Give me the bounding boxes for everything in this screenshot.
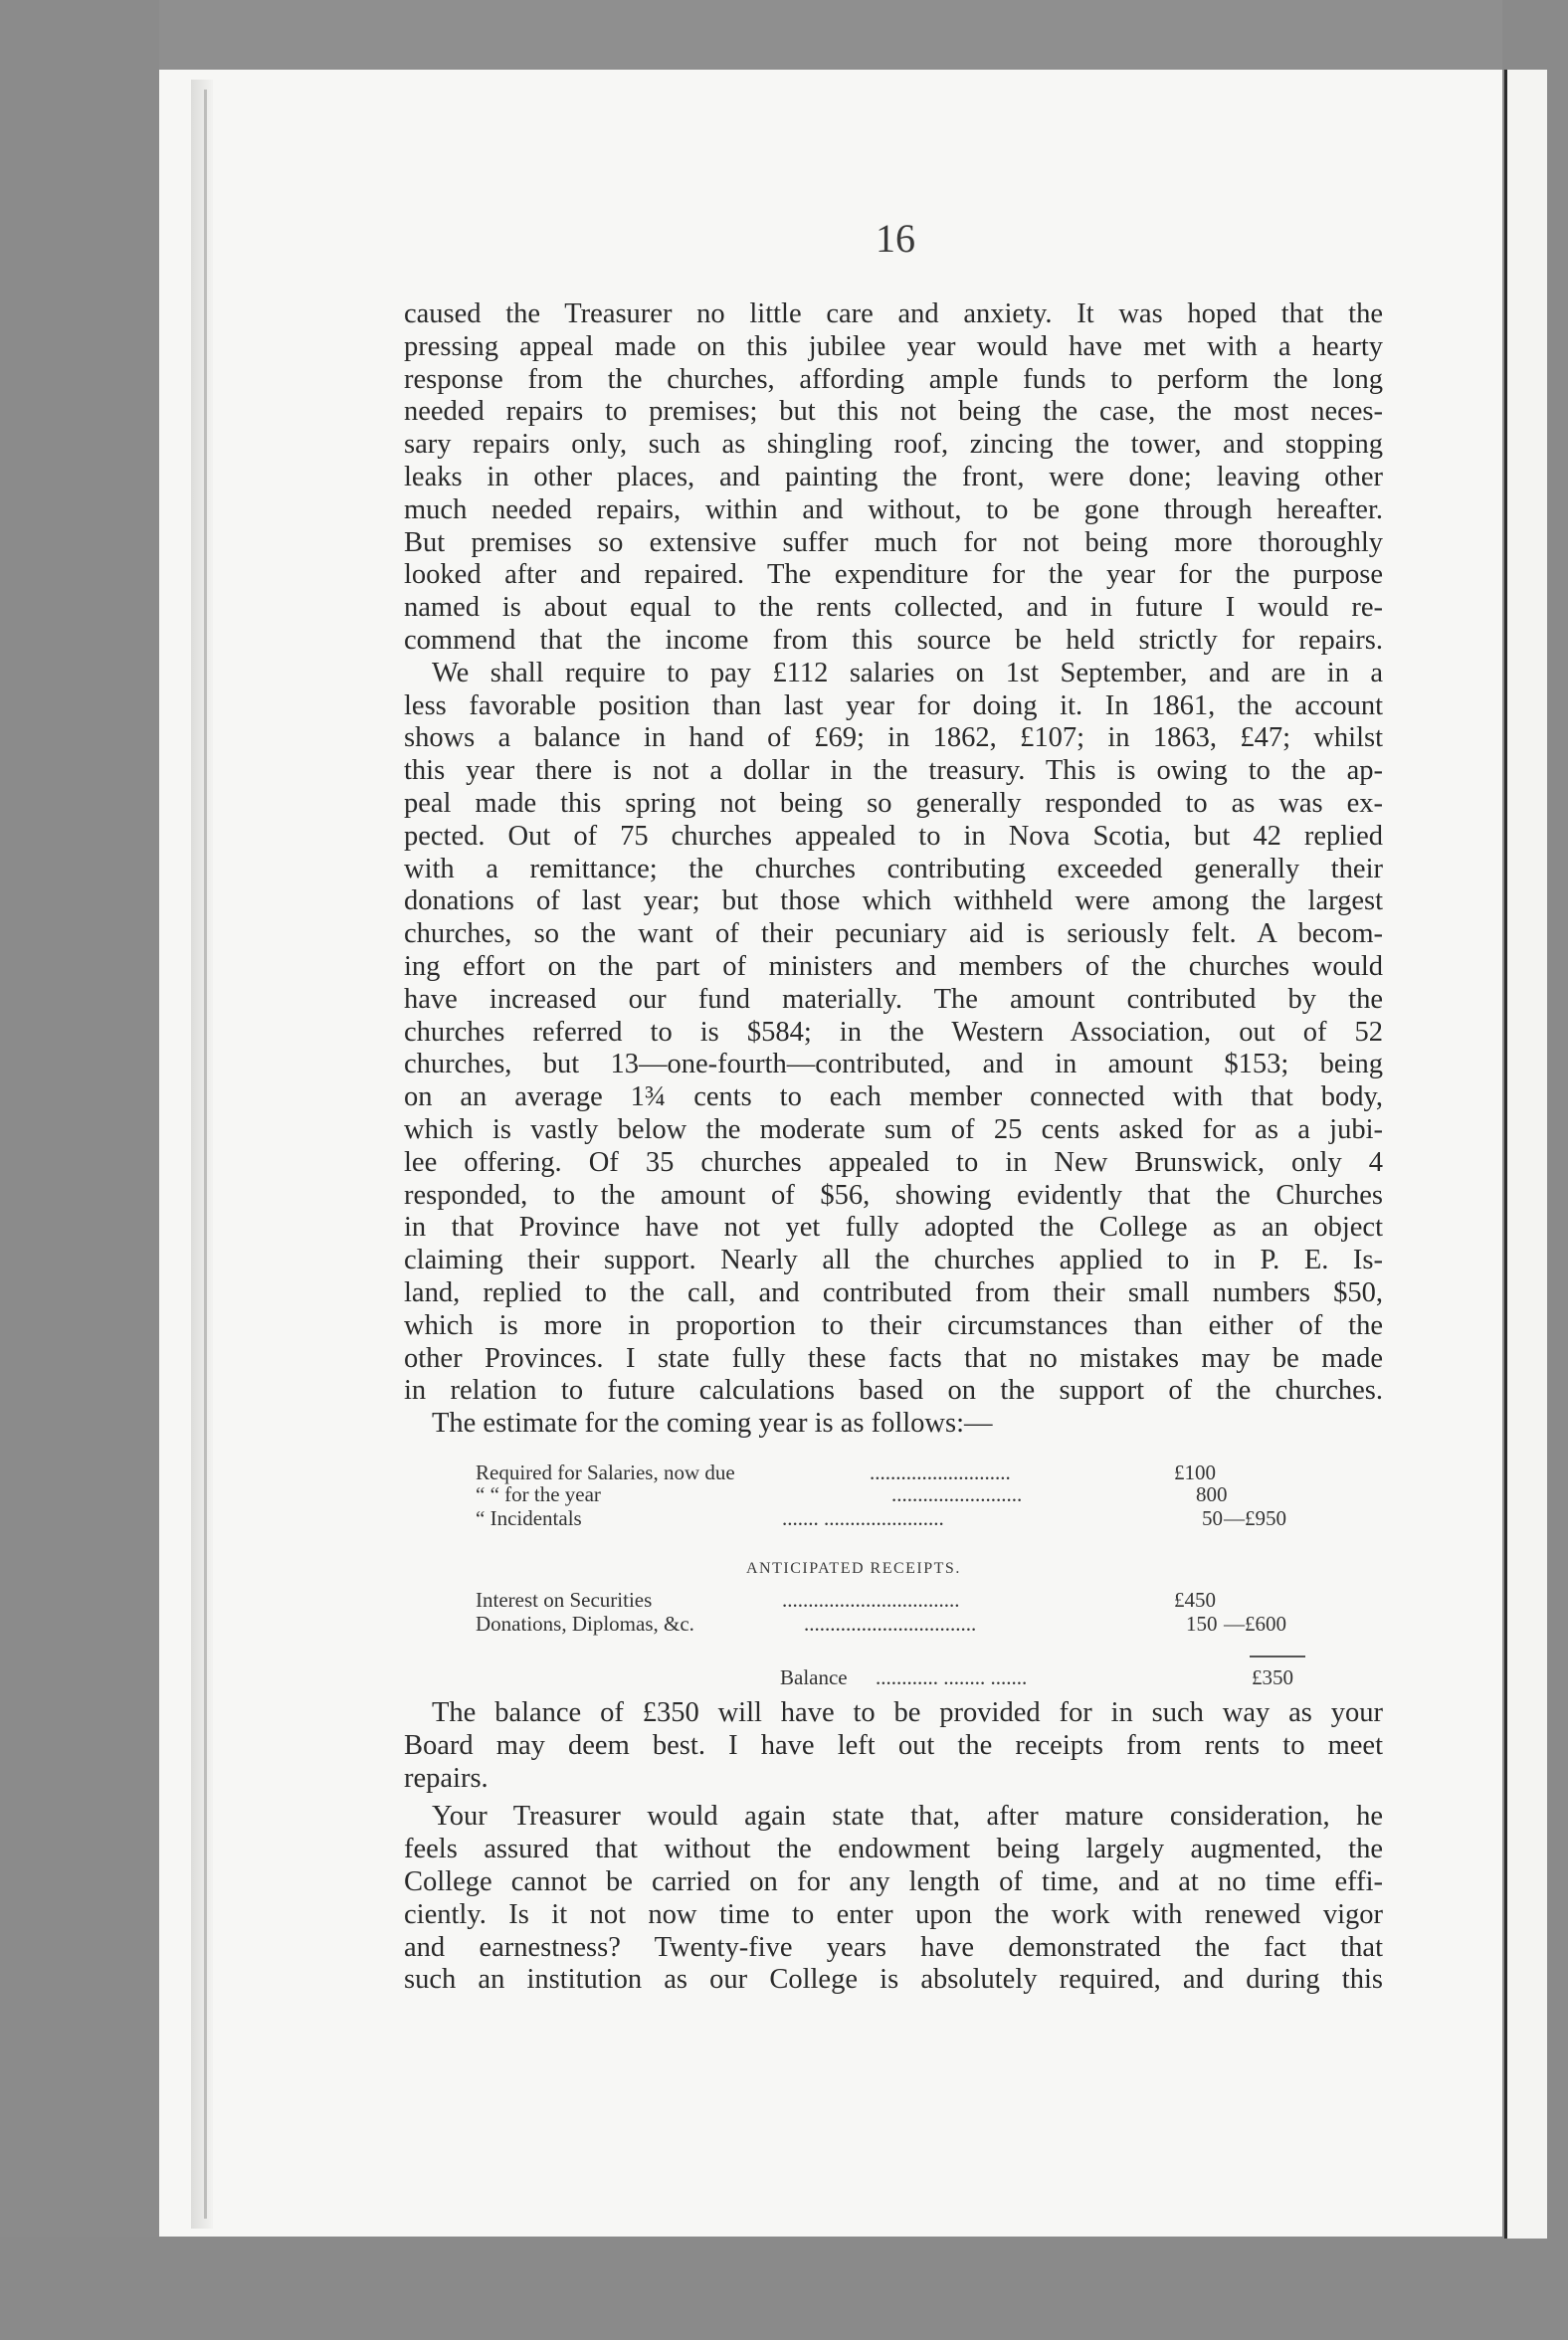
text-line: We shall require to pay £112 salaries on 1st September, and are in a <box>432 657 1383 688</box>
paragraph-repairs <box>404 298 1383 658</box>
text-line: Your Treasurer would again state that, after mature consideration, he <box>432 1801 1383 1833</box>
balance-total: £350 <box>1252 1665 1293 1689</box>
text-line: feels assured that without the endowment being largely augmented, the <box>404 1834 1383 1865</box>
text-line: ing effort on the part of ministers and members of the churches would <box>404 950 1383 982</box>
estimate-amount: 800 <box>1196 1482 1228 1506</box>
text-line: ciently. Is it not now time to enter upon the work with renewed vigor <box>404 1898 1383 1930</box>
estimate-row <box>476 1461 1331 1484</box>
text-line: churches referred to is $584; in the Western Association, out of 52 <box>404 1016 1383 1048</box>
balance-leader-dots: ............ ........ ....... <box>876 1665 1028 1689</box>
receipts-leader-dots: ................................. <box>804 1612 977 1636</box>
scan-background-left <box>0 0 159 2340</box>
text-line: claiming their support. Nearly all the churches applied to in P. E. Is- <box>404 1245 1383 1276</box>
balance-row <box>476 1665 1331 1689</box>
text-line: land, replied to the call, and contributed from their small numbers $50, <box>404 1276 1383 1308</box>
text-line: pected. Out of 75 churches appealed to in Nova Scotia, but 42 replied <box>404 820 1383 852</box>
scan-background-bottom <box>0 2237 1568 2340</box>
text-line: on an average 1¾ cents to each member connected with that body, <box>404 1081 1383 1113</box>
text-line: less favorable position than last year for doing it. In 1861, the account <box>404 689 1383 721</box>
estimate-row <box>476 1506 1331 1530</box>
text-line: such an institution as our College is absolutely required, and during this <box>404 1964 1383 1996</box>
text-line: repairs. <box>404 1762 489 1794</box>
page-binding-line <box>204 90 207 2219</box>
receipts-total: —£600 <box>1224 1612 1286 1636</box>
text-line: looked after and repaired. The expenditure for the year for the purpose <box>404 559 1383 591</box>
text-line: churches, so the want of their pecuniary aid is seriously felt. A becom- <box>404 918 1383 950</box>
text-line: in relation to future calculations based on the support of the churches. <box>404 1375 1383 1407</box>
text-line: The balance of £350 will have to be provided for in such way as your <box>432 1697 1383 1728</box>
receipts-label: Interest on Securities <box>476 1588 653 1612</box>
estimate-label: “ “ for the year <box>476 1482 601 1506</box>
text-line: lee offering. Of 35 churches appealed to in New Brunswick, only 4 <box>404 1146 1383 1178</box>
text-line: But premises so extensive suffer much for not being more thoroughly <box>404 526 1383 558</box>
estimate-leader-dots: ......................... <box>891 1482 1023 1506</box>
text-line: leaks in other places, and painting the front, were done; leaving other <box>404 461 1383 492</box>
text-line: much needed repairs, within and without, to be gone through hereafter. <box>404 493 1383 525</box>
estimate-leader-dots: ....... ....................... <box>782 1506 944 1530</box>
text-line: named is about equal to the rents collected, and in future I would re- <box>404 592 1383 624</box>
text-line: caused the Treasurer no little care and anxiety. It was hoped that the <box>404 298 1383 329</box>
estimate-amount: £100 <box>1174 1461 1216 1484</box>
page-number: 16 <box>876 216 915 261</box>
text-line: donations of last year; but those which withheld were among the largest <box>404 885 1383 917</box>
receipts-amount: £450 <box>1174 1588 1216 1612</box>
estimate-leader-dots: ........................... <box>870 1461 1011 1484</box>
text-line: Board may deem best. I have left out the receipts from rents to meet <box>404 1729 1383 1761</box>
receipts-table <box>476 1588 1331 1636</box>
text-line: sary repairs only, such as shingling roof, zincing the tower, and stopping <box>404 429 1383 461</box>
page-binding-shadow <box>191 80 213 2229</box>
balance-label: Balance <box>780 1665 848 1689</box>
text-line: which is vastly below the moderate sum of 25 cents asked for as a jubi- <box>404 1113 1383 1145</box>
text-line: shows a balance in hand of £69; in 1862, £107; in 1863, £47; whilst <box>404 722 1383 754</box>
estimate-label: Required for Salaries, now due <box>476 1461 735 1484</box>
text-line: other Provinces. I state fully these facts that no mistakes may be made <box>404 1342 1383 1374</box>
text-line: in that Province have not yet fully adopted the College as an object <box>404 1212 1383 1244</box>
text-line: with a remittance; the churches contributing exceeded generally their <box>404 853 1383 884</box>
balance-line <box>476 1665 1331 1689</box>
estimate-row <box>476 1482 1331 1506</box>
estimate-amount: 50 <box>1202 1506 1223 1530</box>
estimate-total: —£950 <box>1224 1506 1286 1530</box>
receipts-label: Donations, Diplomas, &c. <box>476 1612 694 1636</box>
receipts-heading: ANTICIPATED RECEIPTS. <box>746 1560 961 1577</box>
text-line: have increased our fund materially. The amount contributed by the <box>404 983 1383 1015</box>
text-line: The estimate for the coming year is as follows:— <box>432 1408 993 1440</box>
estimate-label: “ Incidentals <box>476 1506 582 1530</box>
receipts-leader-dots: .................................. <box>782 1588 960 1612</box>
receipts-amount: 150 <box>1186 1612 1218 1636</box>
text-line: peal made this spring not being so generally responded to as was ex- <box>404 787 1383 819</box>
body-text <box>404 298 1383 1441</box>
paragraph-balance <box>404 1697 1383 1795</box>
receipts-row <box>476 1612 1331 1636</box>
text-line: needed repairs to premises; but this not being the case, the most neces- <box>404 396 1383 428</box>
paragraph-endowment <box>404 1801 1383 1997</box>
text-line: and earnestness? Twenty-five years have demonstrated the fact that <box>404 1931 1383 1963</box>
estimate-table <box>476 1461 1331 1530</box>
text-line: College cannot be carried on for any length of time, and at no time effi- <box>404 1865 1383 1897</box>
text-line: pressing appeal made on this jubilee year would have met with a hearty <box>404 330 1383 362</box>
text-line: churches, but 13—one-fourth—contributed, and in amount $153; being <box>404 1049 1383 1080</box>
text-line: this year there is not a dollar in the treasury. This is owing to the ap- <box>404 755 1383 787</box>
text-line: which is more in proportion to their circumstances than either of the <box>404 1309 1383 1341</box>
text-line: commend that the income from this source be held strictly for repairs. <box>404 624 1383 656</box>
facing-page-edge <box>1504 70 1547 2239</box>
closing-text <box>404 1697 1383 1997</box>
sum-rule <box>1250 1656 1305 1658</box>
paragraph-estimate-intro <box>404 1408 1383 1441</box>
text-line: responded, to the amount of $56, showing evidently that the Churches <box>404 1179 1383 1211</box>
text-line: response from the churches, affording ample funds to perform the long <box>404 363 1383 395</box>
paragraph-salaries <box>404 658 1383 1408</box>
receipts-row <box>476 1588 1331 1612</box>
